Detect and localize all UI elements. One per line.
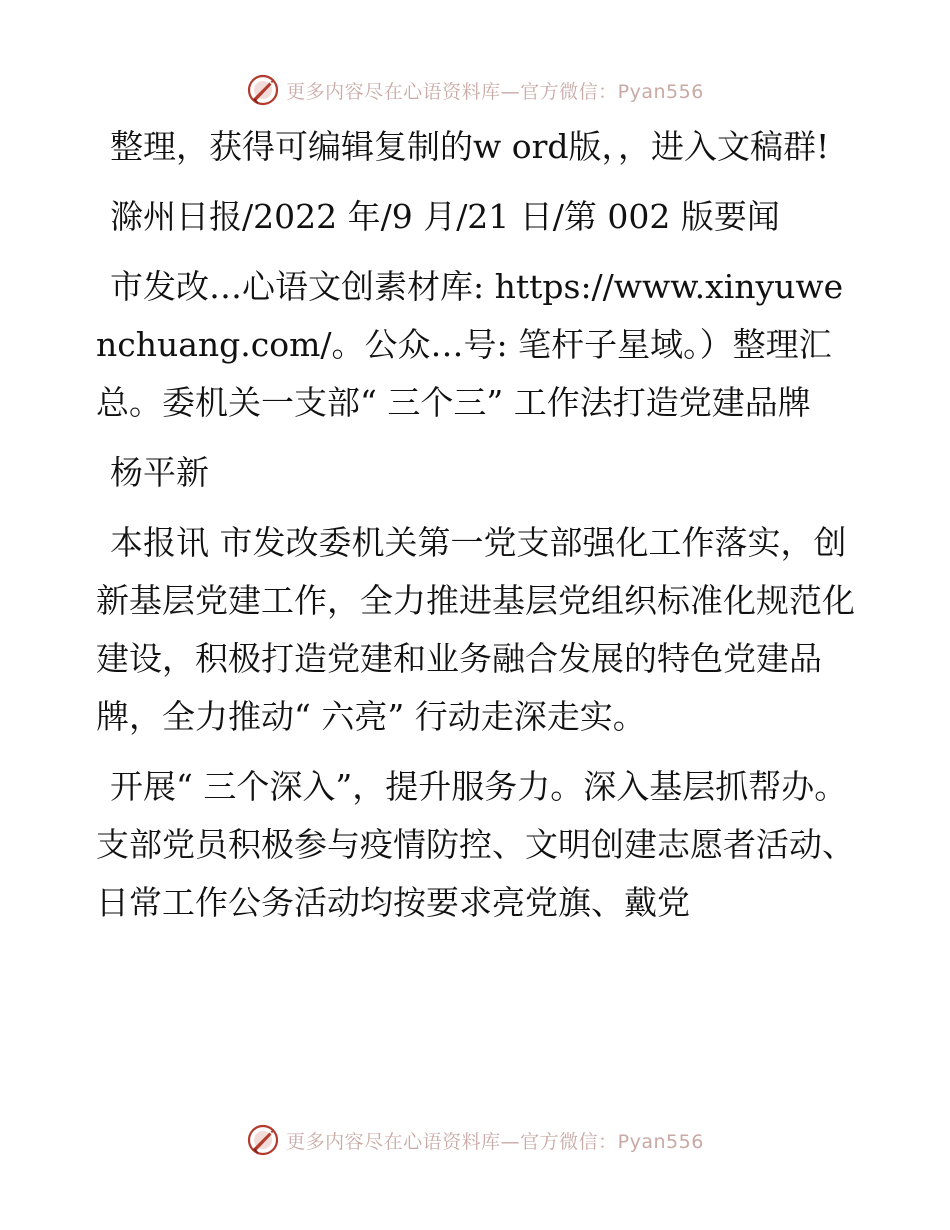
quill-pen-logo-icon	[246, 1123, 280, 1157]
footer-banner	[0, 1118, 950, 1162]
paragraph-section-1: 开展“ 三个深入”，提升服务力。深入基层抓帮办。支部党员积极参与疫情防控、文明创建志愿者活动、日常工作公务活动均按要求亮党旗、戴党	[96, 767, 855, 922]
header-banner-text: 更多内容尽在心语资料库—官方微信：Pyan556	[286, 80, 704, 103]
paragraph-headline: 市发改…心语文创素材库: https://www.xinyuwenchuang.com/。公众…号: 笔杆子星域。）整理汇总。委机关一支部“ 三个三” 工作法打造党建品牌	[96, 267, 844, 422]
paragraph-source: 滁州日报/2022 年/9 月/21 日/第 002 版要闻	[110, 197, 780, 236]
paragraph-author: 杨平新	[110, 453, 209, 492]
footer-banner-text: 更多内容尽在心语资料库—官方微信：Pyan556	[286, 1130, 704, 1153]
paragraph-intro: 整理，获得可编辑复制的w ord版，，进入文稿群!	[110, 127, 830, 166]
header-banner	[0, 68, 950, 112]
quill-pen-logo-icon	[246, 73, 280, 107]
paragraph-lead: 本报讯 市发改委机关第一党支部强化工作落实，创新基层党建工作，全力推进基层党组织标准化规范化建设，积极打造党建和业务融合发展的特色党建品牌，全力推动“ 六亮” 行动走深走实。	[96, 523, 855, 736]
body-text	[96, 118, 856, 944]
